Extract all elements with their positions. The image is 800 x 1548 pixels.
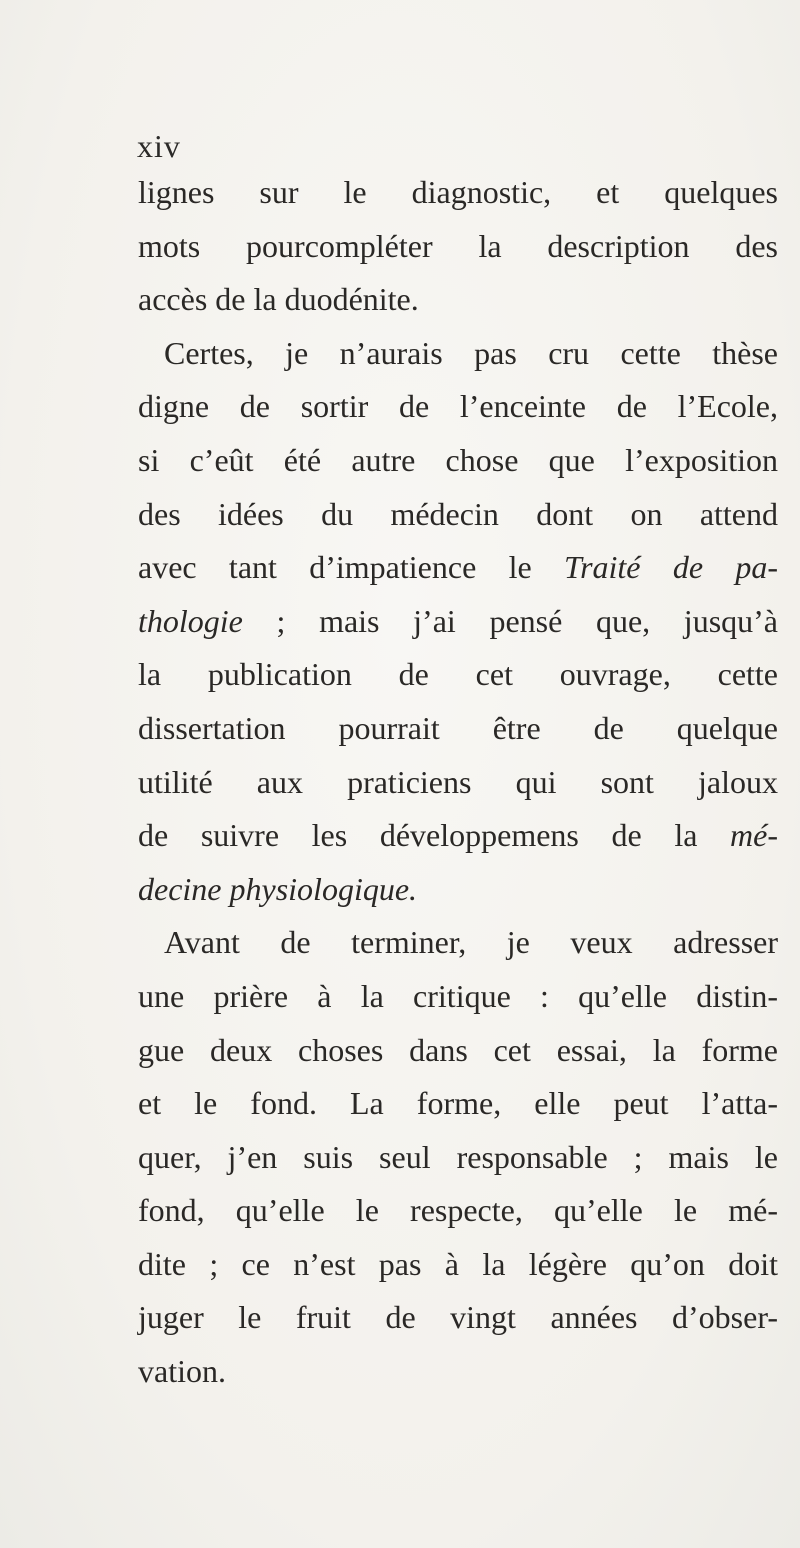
text-line: dissertation pourrait être de quelque xyxy=(138,709,778,746)
text-line: et le fond. La forme, elle peut l’atta- xyxy=(138,1085,778,1122)
text-line: fond, qu’elle le respecte, qu’elle le mé- xyxy=(138,1192,778,1229)
italic-term: mé- xyxy=(730,817,778,854)
text-line: quer, j’en suis seul responsable ; mais le xyxy=(138,1138,778,1175)
text-line xyxy=(138,809,778,863)
text-line: utilité aux praticiens qui sont jaloux xyxy=(138,763,778,800)
text-line: lignes sur le diagnostic, et quelques xyxy=(138,174,778,210)
text-line: juger le fruit de vingt années d’obser- xyxy=(138,1299,778,1336)
text-segment: de suivre les développemens de la xyxy=(138,817,731,854)
text-line: Certes, je n’aurais pas cru cette thèse xyxy=(164,334,778,371)
text-line: si c’eût été autre chose que l’exposition xyxy=(138,441,778,478)
text-segment: ; mais j’ai pensé que, jusqu’à xyxy=(242,602,778,639)
text-line: decine physiologique. xyxy=(138,870,418,907)
text-line: dite ; ce n’est pas à la légère qu’on doit xyxy=(138,1245,778,1282)
text-segment: avec tant d’impatience le xyxy=(138,549,565,586)
text-line xyxy=(138,595,778,649)
page-number: xiv xyxy=(137,128,181,164)
text-line: accès de la duodénite. xyxy=(138,281,419,318)
body-text xyxy=(138,166,778,1399)
text-line: gue deux choses dans cet essai, la forme xyxy=(138,1031,778,1068)
text-line xyxy=(138,541,778,595)
text-line: digne de sortir de l’enceinte de l’Ecole, xyxy=(138,388,778,425)
text-line: des idées du médecin dont on attend xyxy=(138,495,778,532)
text-line: une prière à la critique : qu’elle distin- xyxy=(138,977,778,1014)
text-line: mots pourcompléter la description des xyxy=(138,227,778,264)
text-line: Avant de terminer, je veux adresser xyxy=(164,924,778,961)
text-line: vation. xyxy=(138,1353,226,1390)
text-line: la publication de cet ouvrage, cette xyxy=(138,656,778,693)
italic-book-title: Traité de pa- xyxy=(564,549,779,586)
italic-book-title: thologie xyxy=(138,602,243,639)
